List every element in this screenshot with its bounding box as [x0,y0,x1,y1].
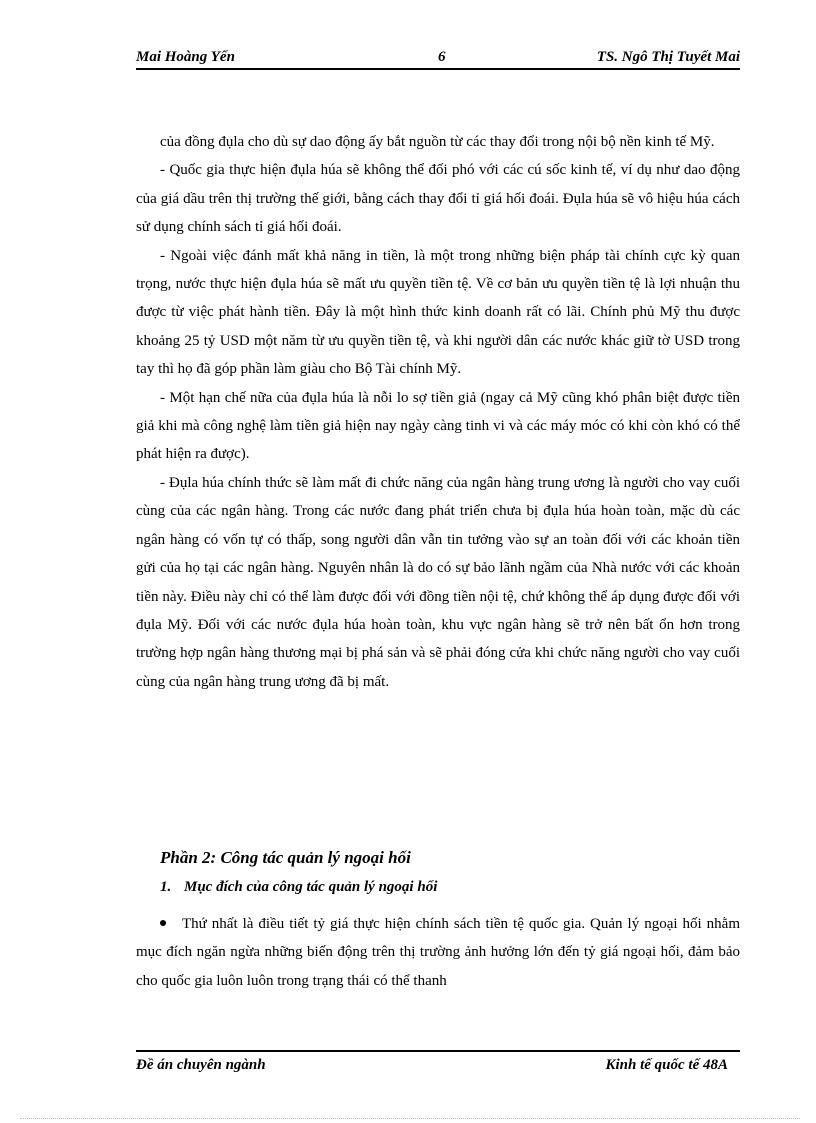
paragraph-1: của đồng đụla cho dù sự dao động ấy bắt nguồn từ các thay đổi trong nội bộ nền kinh tế Mỹ. [160,134,715,150]
body-text [136,128,740,696]
bullet-item [136,910,740,995]
bullet-icon [160,920,166,926]
page-edge-divider [20,1118,800,1119]
header-supervisor: TS. Ngô Thị Tuyết Mai [596,49,740,65]
header-author: Mai Hoàng Yến [136,49,235,65]
section-heading: Phần 2: Công tác quản lý ngoại hối [160,848,411,867]
page-footer [136,1050,740,1074]
subsection-title: Mục đích của công tác quản lý ngoại hối [184,879,438,895]
bullet-item-text: Thứ nhất là điều tiết tỷ giá thực hiện chính sách tiền tệ quốc gia. Quản lý ngoại hối nhằm mục đích ngăn ngừa những biến động trên thị trường ảnh hưởng lớn đến tỷ giá ngoại hối, đảm bảo cho quốc gia luôn luôn trong trạng thái có thể thanh [136,916,740,989]
paragraph-4: - Một hạn chế nữa của đụla húa là nỗi lo sợ tiền giả (ngay cả Mỹ cũng khó phân biệt được tiền giả khi mà công nghệ làm tiền giả hiện nay ngày càng tinh vi và các máy móc có khi còn khó có thể phát hiện ra được). [136,389,740,463]
footer-right: Kinh tế quốc tế 48A [605,1057,728,1073]
subsection-number: 1. [160,879,172,895]
paragraph-2: - Quốc gia thực hiện đụla húa sẽ không thể đối phó với các cú sốc kinh tế, ví dụ như dao động của giá dầu trên thị trường thế giới, bằng cách thay đổi tỉ giá hối đoái. Đụla húa sẽ vô hiệu húa cách sử dụng chính sách tỉ giá hối đoái. [136,162,740,236]
subsection-heading [160,879,437,896]
header-page-number: 6 [438,49,446,65]
page-header [136,46,740,70]
paragraph-3: - Ngoài việc đánh mất khả năng in tiền, là một trong những biện pháp tài chính cực kỳ quan trọng, nước thực hiện đụla húa sẽ mất ưu quyền tiền tệ. Về cơ bản ưu quyền tiền tệ là lợi nhuận thu được từ việc phát hành tiền. Đây là một hình thức kinh doanh rất có lãi. Chính phủ Mỹ thu được khoảng 25 tỷ USD một năm từ ưu quyền tiền tệ, và khi người dân các nước khác giữ tờ USD trong tay thì họ đã góp phần làm giàu cho Bộ Tài chính Mỹ. [136,247,740,378]
footer-left: Đề án chuyên ngành [136,1057,266,1073]
paragraph-5: - Đụla húa chính thức sẽ làm mất đi chức năng của ngân hàng trung ương là người cho vay cuối cùng của các ngân hàng. Trong các nước đang phát triển chưa bị đụla húa hoàn toàn, mặc dù các ngân hàng có vốn tự có thấp, song người dân vẫn tin tưởng vào sự an toàn đối với các khoản tiền gửi của họ tại các ngân hàng. Nguyên nhân là do có sự bảo lãnh ngầm của Nhà nước với các khoản tiền này. Điều này chỉ có thể làm được đối với đồng tiền nội tệ, chứ không thể áp dụng được đối với đụla Mỹ. Đối với các nước đụla húa hoàn toàn, khu vực ngân hàng sẽ trở nên bất ổn hơn trong trường hợp ngân hàng thương mại bị phá sản và sẽ phải đóng cửa khi chức năng người cho vay cuối cùng của ngân hàng trung ương đã bị mất. [136,474,740,690]
bullet-list [136,910,740,995]
